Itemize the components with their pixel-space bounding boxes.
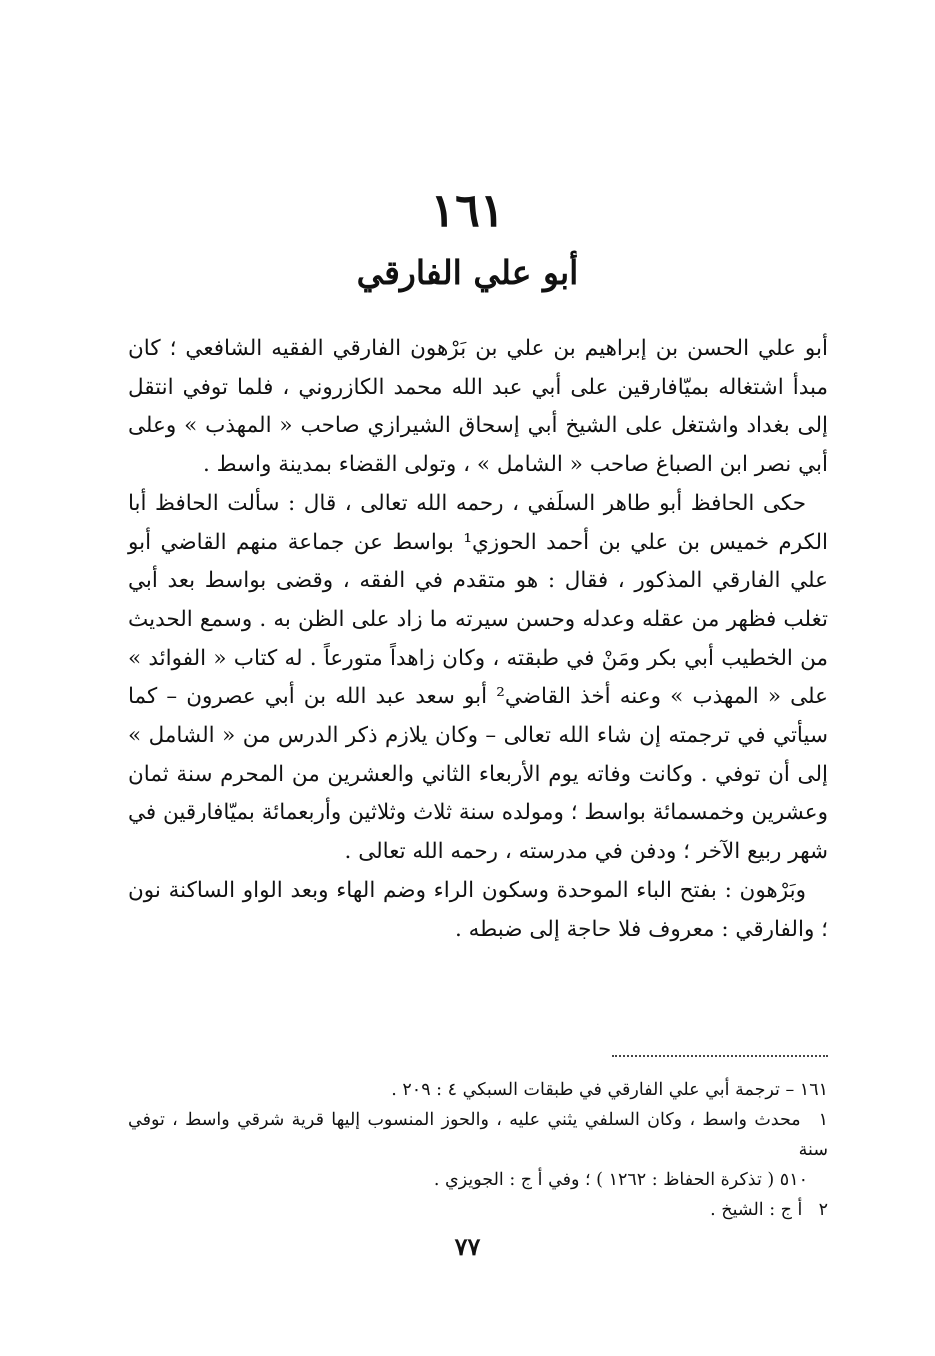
- footnote-2-text: أ ج : الشيخ .: [710, 1200, 803, 1220]
- footnote-1-number: ١: [818, 1110, 828, 1130]
- footnote-1: [128, 1105, 828, 1165]
- footnote-2-number: ٢: [818, 1200, 828, 1220]
- paragraph-pronunciation: وبَرْهون : بفتح الباء الموحدة وسكون الراء وضم الهاء وبعد الواو الساكنة نون ؛ والفارقي : معروف فلا حاجة إلى ضبطه .: [128, 877, 828, 942]
- footnote-1-continuation: ٥١٠ ( تذكرة الحفاظ : ١٢٦٢ ) ؛ وفي أ ج : الجويزي .: [433, 1170, 808, 1190]
- footnote-separator: [612, 1055, 828, 1057]
- paragraph-biography: أبو علي الحسن بن إبراهيم بن علي بن بَرْهون الفارقي الفقيه الشافعي ؛ كان مبدأ اشتغاله بميّافارقين على أبي عبد الله محمد الكازروني ، فلما توفي انتقل إلى بغداد واشتغل على الشيخ أبي إسحاق الشيرازي صاحب « المهذب » وعلى أبي نصر ابن الصباغ صاحب « الشامل » ، وتولى القضاء بمدينة واسط .: [128, 336, 828, 478]
- footnote-2: [128, 1195, 828, 1225]
- footnote-source: ١٦١ – ترجمة أبي علي الفارقي في طبقات السبكي ٤ : ٢٠٩ .: [391, 1080, 828, 1100]
- footnotes: [128, 1075, 828, 1225]
- paragraph-narration: حكى الحافظ أبو طاهر السلَفي ، رحمه الله تعالى ، قال : سألت الحافظ أبا الكرم خميس بن علي بن أحمد الحوزي¹ بواسط عن جماعة منهم القاضي أبو علي الفارقي المذكور ، فقال : هو متقدم في الفقه ، وقضى بواسط بعد أبي تغلب فظهر من عقله وعدله وحسن سيرته ما زاد على الظن به . وسمع الحديث من الخطيب أبي بكر ومَنْ في طبقته ، وكان زاهداً متورعاً . له كتاب « الفوائد » على « المهذب » وعنه أخذ القاضي² أبو سعد عبد الله بن أبي عصرون – كما سيأتي في ترجمته إن شاء الله تعالى – وكان يلازم ذكر الدرس من « الشامل » إلى أن توفي . وكانت وفاته يوم الأربعاء الثاني والعشرين من المحرم سنة ثمان وعشرين وخمسمائة بواسط ؛ ومولده سنة ثلاث وثلاثين وأربعمائة بميّافارقين في شهر ربيع الآخر ؛ ودفن في مدرسته ، رحمه الله تعالى .: [128, 490, 829, 865]
- page-number: ٧٧: [454, 1232, 481, 1261]
- entry-number: ١٦١: [430, 183, 505, 237]
- entry-title: أبو علي الفارقي: [356, 253, 579, 292]
- main-text: [128, 330, 828, 949]
- footnote-1-text: محدث واسط ، وكان السلفي يثني عليه ، والحوز المنسوب إليها قرية شرقي واسط ، توفي سنة: [128, 1110, 828, 1160]
